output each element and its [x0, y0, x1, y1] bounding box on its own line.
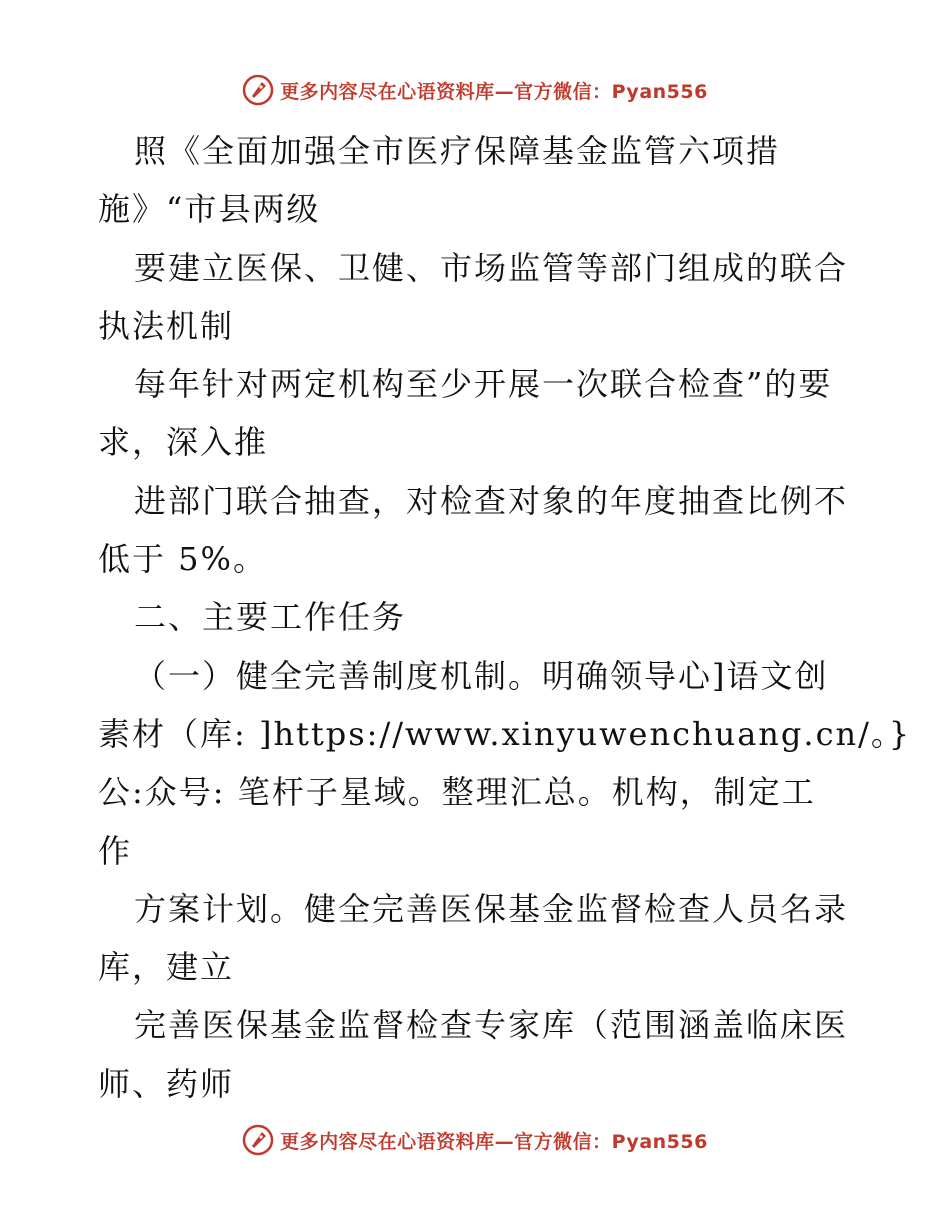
- body-line: 执法机制: [98, 306, 235, 345]
- pen-nib-logo-icon: [242, 74, 274, 106]
- header-banner-text: 更多内容尽在心语资料库—官方微信：Pyan556: [280, 80, 708, 103]
- section-heading: 二、主要工作任务: [134, 598, 407, 637]
- footer-banner: [0, 1120, 950, 1160]
- body-line: 施》“市县两级: [98, 190, 321, 229]
- document-body: [98, 122, 912, 1113]
- header-banner: [0, 70, 950, 110]
- body-line: 求，深入推: [98, 423, 269, 462]
- footer-banner-text: 更多内容尽在心语资料库—官方微信：Pyan556: [280, 1130, 708, 1153]
- body-line: （一）健全完善制度机制。明确领导心]语文创: [134, 656, 829, 695]
- body-line: 照《全面加强全市医疗保障基金监管六项措: [134, 132, 781, 170]
- body-line: 公:众号: 笔杆子星域。整理汇总。机构，制定工: [98, 773, 816, 812]
- body-line: 进部门联合抽查，对检查对象的年度抽查比例不: [134, 481, 849, 520]
- body-line: 素材（库: ]https://www.xinyuwenchuang.cn/。}: [98, 714, 912, 753]
- body-line: 方案计划。健全完善医保基金监督检查人员名录: [134, 889, 849, 928]
- body-line: 低于 5%。: [98, 540, 267, 579]
- body-line: 作: [98, 831, 133, 870]
- body-line: 要建立医保、卫健、市场监管等部门组成的联合: [134, 248, 849, 287]
- body-line: 师、药师: [98, 1064, 235, 1103]
- pen-nib-logo-icon: [242, 1124, 274, 1156]
- body-line: 完善医保基金监督检查专家库（范围涵盖临床医: [134, 1006, 849, 1045]
- body-line: 库，建立: [98, 948, 235, 987]
- body-line: 每年针对两定机构至少开展一次联合检查”的要: [134, 365, 833, 404]
